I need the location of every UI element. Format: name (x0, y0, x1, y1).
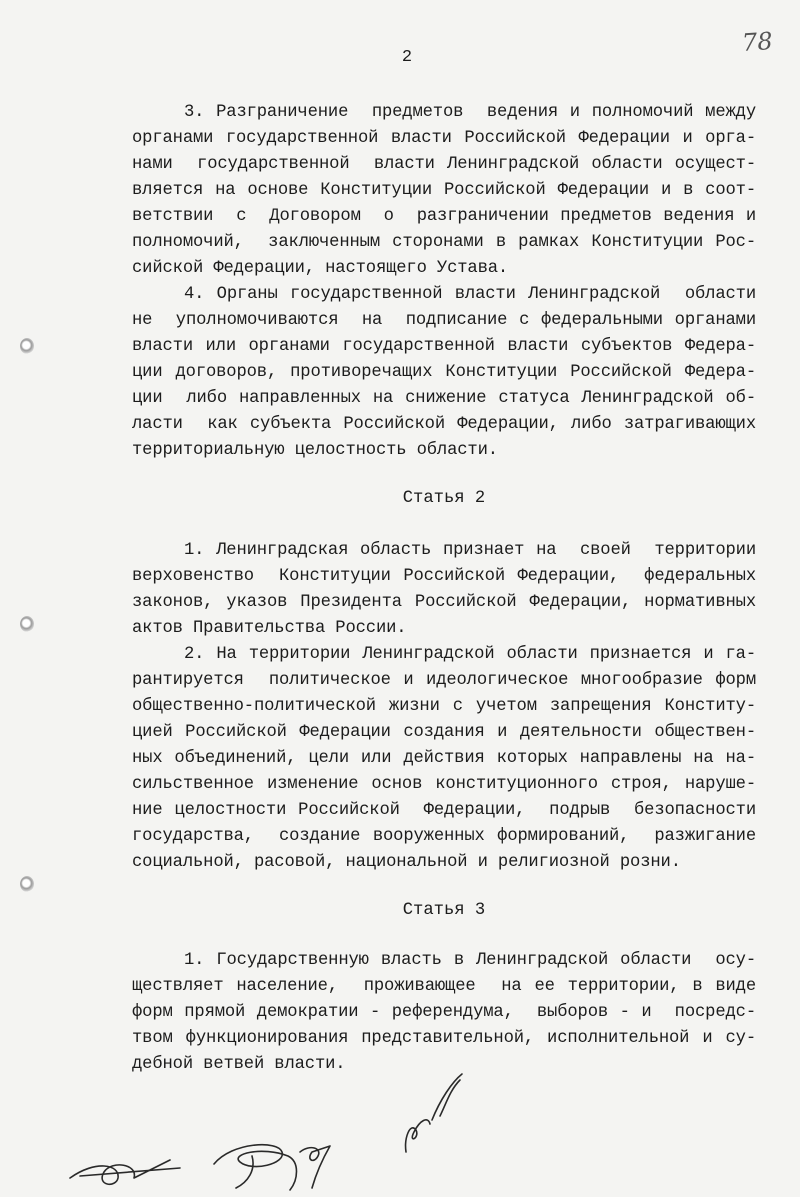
article-3-paragraph-1 (132, 948, 756, 1078)
text-line: рантируется политическое и идеологическое многообразие форм (132, 671, 756, 690)
text-line: актов Правительства России. (132, 619, 407, 638)
signature-left (70, 1160, 180, 1184)
text-line: ние целостности Российской Федерации, подрыв безопасности (132, 801, 756, 820)
text-line: 4. Органы государственной власти Ленинградской области (184, 285, 756, 304)
text-line: ласти как субъекта Российской Федерации, либо затрагивающих (132, 415, 756, 434)
text-line: сильственное изменение основ конституционного строя, наруше- (132, 775, 756, 794)
signature-right (406, 1074, 462, 1152)
paragraph-4 (132, 282, 756, 464)
paragraph-3 (132, 100, 756, 282)
text-line: цией Российской Федерации создания и деятельности обществен- (132, 723, 756, 742)
signature-middle (214, 1145, 330, 1190)
text-line: власти или органами государственной власти субъектов Федера- (132, 337, 756, 356)
archive-number-handwritten: 78 (741, 26, 774, 58)
text-line: нами государственной власти Ленинградской области осущест- (132, 155, 756, 174)
signatures (0, 1060, 800, 1192)
text-line: 2. На территории Ленинградской области признается и га- (184, 645, 756, 664)
text-line: законов, указов Президента Российской Федерации, нормативных (132, 593, 756, 612)
article-2-heading: Статья 2 (402, 489, 486, 508)
text-line: не уполномочиваются на подписание с федеральными органами (132, 311, 756, 330)
text-line: общественно-политической жизни с учетом запрещения Конститу- (132, 697, 756, 716)
text-line: 1. Государственную власть в Ленинградской области осу- (184, 951, 756, 970)
text-line: органами государственной власти Российской Федерации и орга- (132, 129, 756, 148)
text-line: полномочий, заключенным сторонами в рамках Конституции Рос- (132, 233, 756, 252)
text-line: ции либо направленных на снижение статуса Ленинградской об- (132, 389, 756, 408)
punch-hole (20, 876, 34, 892)
text-line: ции договоров, противоречащих Конституции Российской Федера- (132, 363, 756, 382)
punch-hole (20, 338, 34, 354)
text-line: ных объединений, цели или действия которых направлены на на- (132, 749, 756, 768)
text-line: твом функционирования представительной, исполнительной и су- (132, 1029, 756, 1048)
text-line: 1. Ленинградская область признает на своей территории (184, 541, 756, 560)
text-line: ветствии с Договором о разграничении предметов ведения и (132, 207, 756, 226)
text-line: 3. Разграничение предметов ведения и полномочий между (184, 103, 756, 122)
text-line: территориальную целостность области. (132, 441, 498, 460)
text-line: вляется на основе Конституции Российской Федерации и в соот- (132, 181, 756, 200)
punch-hole (20, 616, 34, 632)
text-line: дебной ветвей власти. (132, 1055, 346, 1074)
text-line: форм прямой демократии - референдума, выборов - и посредс- (132, 1003, 756, 1022)
article-2-paragraph-2 (132, 642, 756, 876)
text-line: государства, создание вооруженных формирований, разжигание (132, 827, 756, 846)
signature-drawings (0, 1060, 800, 1192)
text-line: сийской Федерации, настоящего Устава. (132, 259, 509, 278)
text-line: верховенство Конституции Российской Федерации, федеральных (132, 567, 756, 586)
text-line: социальной, расовой, национальной и религиозной розни. (132, 853, 681, 872)
article-3-heading: Статья 3 (402, 901, 486, 920)
page-number: 2 (401, 48, 413, 67)
article-2-paragraph-1 (132, 538, 756, 642)
text-line: ществляет население, проживающее на ее территории, в виде (132, 977, 756, 996)
